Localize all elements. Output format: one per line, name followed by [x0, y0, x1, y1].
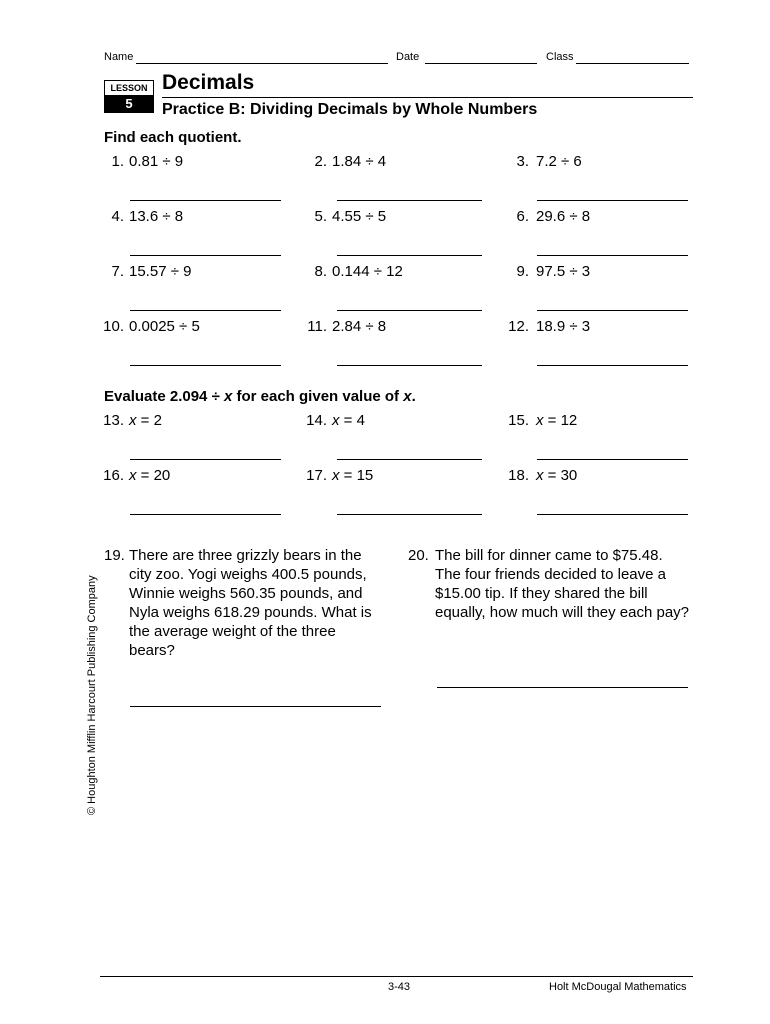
word-problem-line: city zoo. Yogi weighs 400.5 pounds,	[129, 566, 367, 583]
class-field[interactable]	[576, 63, 689, 64]
word-problem-line: equally, how much will they each pay?	[435, 604, 690, 621]
lesson-label: LESSON	[105, 81, 153, 95]
word-problem-line: Nyla weighs 618.29 pounds. What is	[129, 604, 372, 621]
problem-expression: 0.81 ÷ 9	[129, 153, 184, 170]
problem-expression: 97.5 ÷ 3	[536, 263, 591, 280]
word-problem-number: 19.	[104, 547, 125, 564]
variable-value: = 4	[339, 412, 365, 429]
problem-expression	[536, 467, 577, 484]
date-label: Date	[396, 51, 420, 63]
answer-line[interactable]	[537, 255, 688, 256]
problem-expression: 29.6 ÷ 8	[536, 208, 591, 225]
word-problem-line: There are three grizzly bears in the	[129, 547, 362, 564]
section1-instruction: Find each quotient.	[104, 129, 242, 146]
problem-expression: 0.0025 ÷ 5	[129, 318, 200, 335]
answer-line[interactable]	[337, 255, 482, 256]
problem-expression	[129, 412, 162, 429]
problem-number: 9.	[516, 263, 529, 280]
word-problem-line: Winnie weighs 560.35 pounds, and	[129, 585, 363, 602]
answer-line[interactable]	[537, 365, 688, 366]
section2-var: x	[223, 388, 233, 405]
page-subtitle: Practice B: Dividing Decimals by Whole Numbers	[162, 101, 538, 118]
answer-line[interactable]	[130, 514, 281, 515]
word-problem-line: The four friends decided to leave a	[435, 566, 666, 583]
section2-instruction	[104, 388, 416, 405]
problem-expression: 2.84 ÷ 8	[332, 318, 387, 335]
problem-number: 12.	[508, 318, 529, 335]
problem-number: 3.	[516, 153, 529, 170]
answer-line[interactable]	[337, 310, 482, 311]
answer-line[interactable]	[537, 200, 688, 201]
answer-line[interactable]	[130, 459, 281, 460]
variable-x: x	[129, 467, 137, 484]
variable-value: = 20	[136, 467, 171, 484]
section2-instruction-pre: Evaluate 2.094 ÷	[104, 388, 224, 405]
problem-expression: 0.144 ÷ 12	[332, 263, 403, 280]
problem-expression: 13.6 ÷ 8	[129, 208, 184, 225]
answer-line[interactable]	[130, 310, 281, 311]
page-number: 3-43	[388, 981, 411, 993]
lesson-number: 5	[105, 95, 153, 112]
answer-line[interactable]	[130, 706, 381, 707]
lesson-badge	[104, 80, 154, 113]
answer-line[interactable]	[130, 200, 281, 201]
problem-number: 10.	[103, 318, 124, 335]
problem-expression	[332, 412, 365, 429]
variable-x: x	[332, 412, 340, 429]
problem-number: 1.	[111, 153, 124, 170]
variable-value: = 2	[136, 412, 162, 429]
word-problem-line: The bill for dinner came to $75.48.	[435, 547, 663, 564]
problem-expression: 18.9 ÷ 3	[536, 318, 591, 335]
answer-line[interactable]	[337, 200, 482, 201]
problem-expression	[332, 467, 373, 484]
problem-number: 11.	[307, 318, 327, 335]
problem-number: 16.	[103, 467, 124, 484]
variable-x: x	[332, 467, 340, 484]
problem-number: 13.	[103, 412, 124, 429]
title-rule	[162, 97, 693, 98]
variable-value: = 15	[339, 467, 374, 484]
answer-line[interactable]	[337, 459, 482, 460]
problem-number: 14.	[306, 412, 327, 429]
answer-line[interactable]	[437, 687, 688, 688]
answer-line[interactable]	[130, 365, 281, 366]
date-field[interactable]	[425, 63, 537, 64]
problem-number: 7.	[111, 263, 124, 280]
variable-value: = 12	[543, 412, 578, 429]
problem-number: 6.	[516, 208, 529, 225]
word-problem-line: $15.00 tip. If they shared the bill	[435, 585, 648, 602]
variable-x: x	[536, 412, 544, 429]
problem-expression: 4.55 ÷ 5	[332, 208, 387, 225]
name-label: Name	[104, 51, 134, 63]
section2-instruction-end: .	[411, 388, 416, 405]
problem-number: 5.	[314, 208, 327, 225]
answer-line[interactable]	[537, 514, 688, 515]
section2-var2: x	[403, 388, 412, 405]
problem-expression: 7.2 ÷ 6	[536, 153, 582, 170]
answer-line[interactable]	[337, 514, 482, 515]
answer-line[interactable]	[537, 310, 688, 311]
problem-expression: 15.57 ÷ 9	[129, 263, 192, 280]
problem-expression: 1.84 ÷ 4	[332, 153, 387, 170]
footer-rule	[100, 976, 693, 977]
name-field[interactable]	[136, 63, 388, 64]
page-title: Decimals	[162, 71, 255, 94]
problem-expression	[129, 467, 170, 484]
problem-number: 17.	[306, 467, 327, 484]
class-label: Class	[546, 51, 574, 63]
word-problem-line: the average weight of the three	[129, 623, 336, 640]
variable-x: x	[129, 412, 137, 429]
problem-number: 15.	[508, 412, 529, 429]
variable-x: x	[536, 467, 544, 484]
answer-line[interactable]	[537, 459, 688, 460]
problem-number: 4.	[111, 208, 124, 225]
publisher-name: Holt McDougal Mathematics	[549, 981, 687, 993]
variable-value: = 30	[543, 467, 578, 484]
problem-number: 8.	[314, 263, 327, 280]
problem-number: 2.	[314, 153, 327, 170]
section2-instruction-mid: for each given value of	[232, 388, 404, 405]
answer-line[interactable]	[337, 365, 482, 366]
word-problem-line: bears?	[129, 642, 175, 659]
word-problem-number: 20.	[408, 547, 429, 564]
answer-line[interactable]	[130, 255, 281, 256]
problem-expression	[536, 412, 577, 429]
problem-number: 18.	[508, 467, 529, 484]
copyright-text: © Houghton Mifflin Harcourt Publishing Company	[86, 575, 98, 815]
